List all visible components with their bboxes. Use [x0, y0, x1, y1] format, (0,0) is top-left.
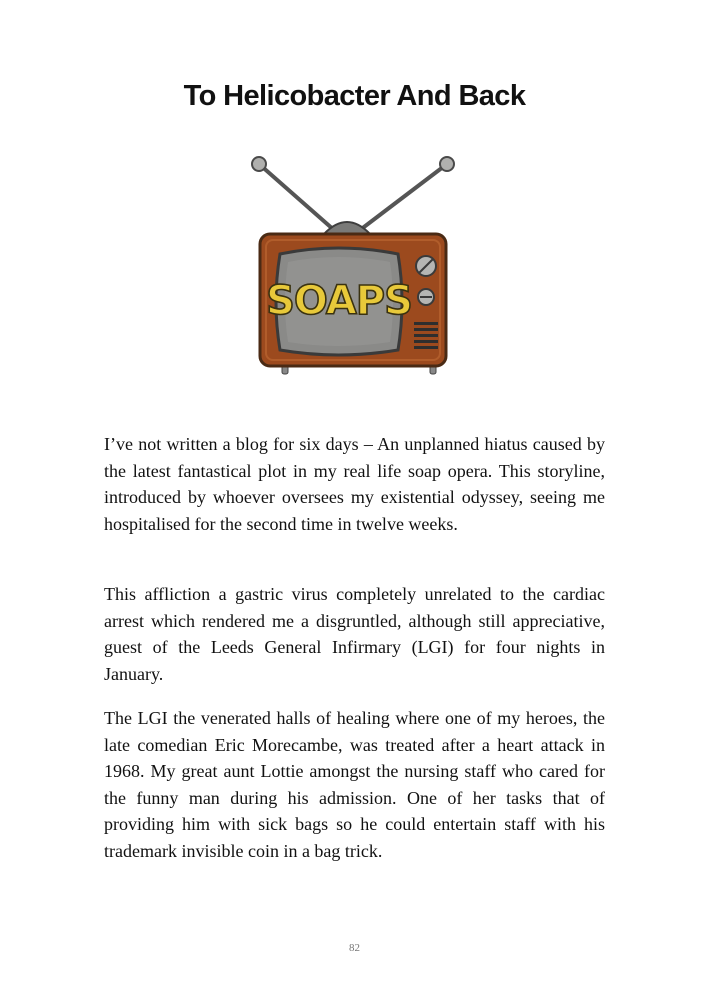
- page-title: To Helicobacter And Back: [183, 80, 526, 112]
- antenna-tip-left: [252, 157, 266, 171]
- antenna-base: [324, 222, 370, 234]
- antenna-left: [259, 164, 334, 230]
- body-paragraph: The LGI the venerated halls of healing where one of my heroes, the late comedian Eric Morecambe, was treated after a heart attack in 1968. My great aunt Lottie amongst the nursing staff who cared for the funny man during his admission. One of her tasks that of providing him with sick bags so he could entertain staff with his trademark invisible coin in a bag trick.: [104, 708, 605, 861]
- retro-tv-icon: [248, 152, 456, 380]
- antenna-right: [360, 164, 447, 230]
- body-paragraph: I’ve not written a blog for six days – An unplanned hiatus caused by the latest fantastical plot in my real life soap opera. This storyline, introduced by whoever oversees my existential odyssey, seeing me hospitalised for the second time in twelve weeks.: [104, 434, 605, 534]
- tv-screen-text: SOAPS: [266, 278, 412, 324]
- antenna-tip-right: [440, 157, 454, 171]
- page-number: 82: [349, 942, 360, 954]
- body-paragraph: This affliction a gastric virus completely unrelated to the cardiac arrest which rendered me a disgruntled, although still appreciative, guest of the Leeds General Infirmary (LGI) for four nights in January.: [104, 584, 605, 684]
